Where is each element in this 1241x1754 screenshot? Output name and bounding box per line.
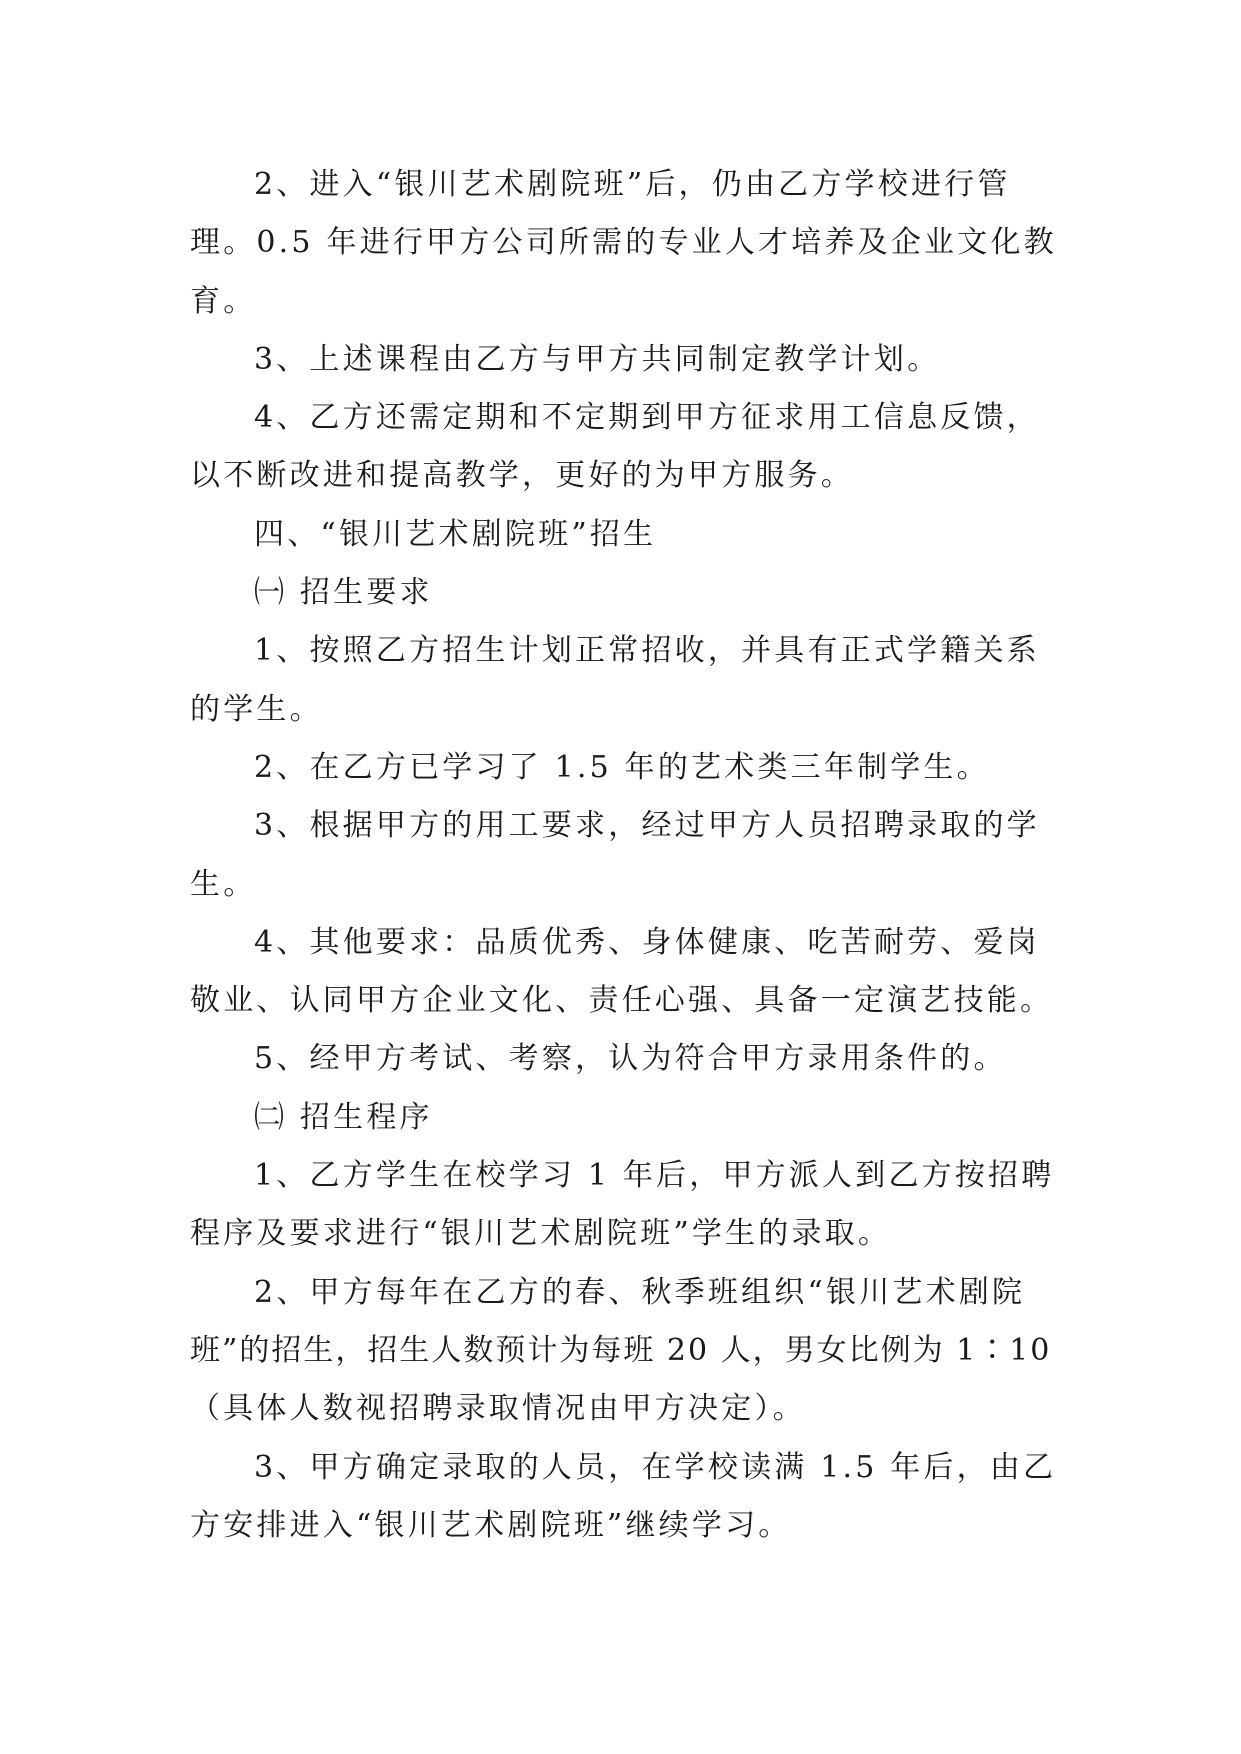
text-line: 2、进入“银川艺术剧院班”后，仍由乙方学校进行管 xyxy=(254,167,1011,202)
text-line: 4、乙方还需定期和不定期到甲方征求用工信息反馈， xyxy=(254,400,1040,436)
text-line: 方安排进入“银川艺术剧院班”继续学习。 xyxy=(190,1507,792,1543)
text-line: 理。0.5 年进行甲方公司所需的专业人才培养及企业文化教 xyxy=(190,225,1057,261)
text-line: （具体人数视招聘录取情况由甲方决定）。 xyxy=(190,1391,806,1427)
text-line: 5、经甲方考试、考察，认为符合甲方录用条件的。 xyxy=(254,1041,1007,1077)
text-line: 1、乙方学生在校学习 1 年后，甲方派人到乙方按招聘 xyxy=(254,1158,1055,1194)
text-line: 3、甲方确定录取的人员，在学校读满 1.5 年后，由乙 xyxy=(254,1449,1057,1485)
text-line: 2、甲方每年在乙方的春、秋季班组织“银川艺术剧院 xyxy=(254,1274,1026,1310)
text-line: 3、上述课程由乙方与甲方共同制定教学计划。 xyxy=(254,341,941,377)
text-line: 敬业、认同甲方企业文化、责任心强、具备一定演艺技能。 xyxy=(190,983,1054,1019)
text-line: 4、其他要求：品质优秀、身体健康、吃苦耐劳、爱岗 xyxy=(254,924,1040,960)
text-line: 2、在乙方已学习了 1.5 年的艺术类三年制学生。 xyxy=(254,749,990,785)
text-line: 3、根据甲方的用工要求，经过甲方人员招聘录取的学 xyxy=(254,808,1040,844)
text-line: 的学生。 xyxy=(190,691,323,727)
text-line: 育。 xyxy=(190,283,257,319)
text-line: 班”的招生，招生人数预计为每班 20 人，男女比例为 1∶10 xyxy=(190,1332,1052,1368)
text-line: 生。 xyxy=(190,866,257,902)
text-line: 程序及要求进行“银川艺术剧院班”学生的录取。 xyxy=(190,1216,892,1252)
document-body xyxy=(190,156,1060,1555)
text-line: 以不断改进和提高教学，更好的为甲方服务。 xyxy=(190,458,854,494)
text-line: 四、“银川艺术剧院班”招生 xyxy=(254,516,657,552)
text-line: ㈠ 招生要求 xyxy=(254,575,433,611)
text-line: 1、按照乙方招生计划正常招收，并具有正式学籍关系 xyxy=(254,633,1040,669)
text-line: ㈡ 招生程序 xyxy=(254,1099,433,1135)
